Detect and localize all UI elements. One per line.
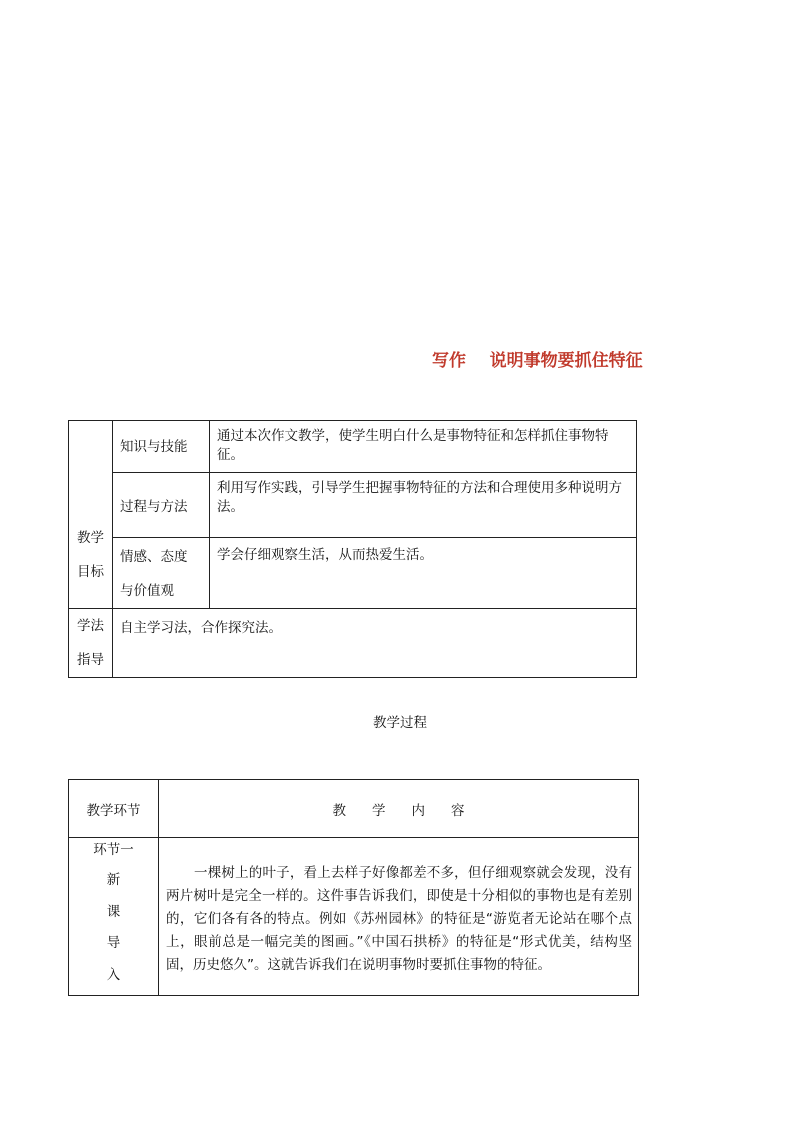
goal-label-attitude: 情感、态度 与价值观 <box>113 538 210 609</box>
goal-content-knowledge: 通过本次作文教学，使学生明白什么是事物特征和怎样抓住事物特征。 <box>210 421 637 473</box>
goal-label-process: 过程与方法 <box>113 473 210 538</box>
stage-char: 新 <box>106 872 121 888</box>
goal-content-attitude: 学会仔细观察生活，从而热爱生活。 <box>210 538 637 609</box>
section-heading: 教学过程 <box>373 715 427 731</box>
stage-char: 导 <box>106 935 121 951</box>
method-content: 自主学习法，合作探究法。 <box>113 609 637 678</box>
process-content-text: 一棵树上的叶子，看上去样子好像都差不多，但仔细观察就会发现，没有两片树叶是完全一样的。这件事告诉我们，即使是十分相似的事物也是有差别的，它们各有各的特点。例如《苏州园林》的特征是“游览者无论站在哪个点上，眼前总是一幅完美的图画。”《中国石拱桥》的特征是“形式优美，结构坚固，历史悠久”。这就告诉我们在说明事物时要抓住事物的特征。 <box>159 838 639 996</box>
process-header-content: 教学内容 <box>159 780 639 838</box>
document-title: 写作 说明事物要抓住特征 <box>432 351 643 371</box>
process-header-stage: 教学环节 <box>69 780 159 838</box>
teaching-process-table <box>68 779 639 996</box>
goal-content-process: 利用写作实践，引导学生把握事物特征的方法和合理使用多种说明方法。 <box>210 473 637 538</box>
process-stage-cell <box>69 838 159 996</box>
method-label: 学法指导 <box>69 609 113 678</box>
stage-name: 环节一 <box>93 842 134 858</box>
stage-char: 课 <box>106 903 121 920</box>
stage-char: 入 <box>106 966 121 983</box>
goal-label-knowledge: 知识与技能 <box>113 421 210 473</box>
teaching-goals-table <box>68 420 637 678</box>
goals-row-label: 教学目标 <box>69 421 113 609</box>
